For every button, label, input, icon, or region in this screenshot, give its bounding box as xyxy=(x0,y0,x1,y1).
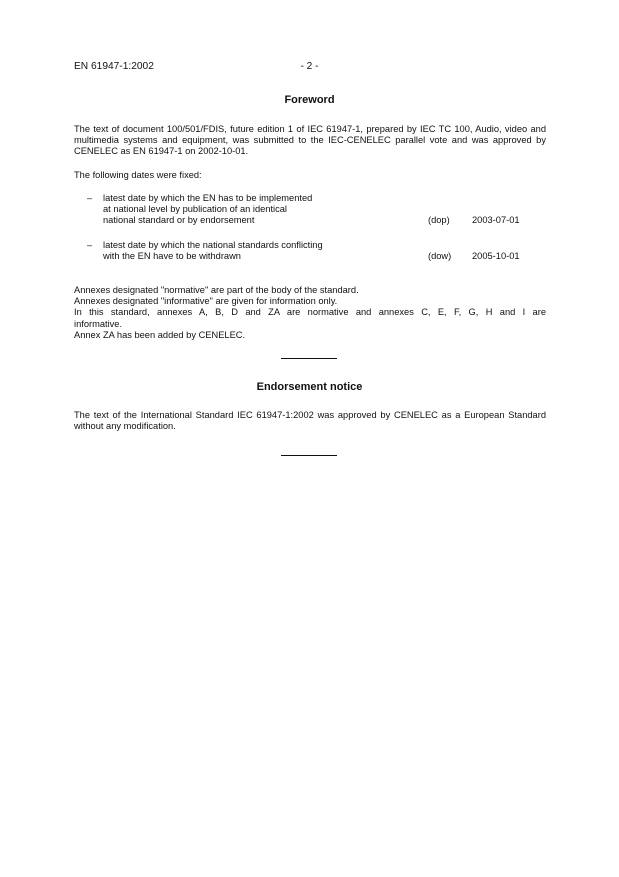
foreword-heading: Foreword xyxy=(284,94,335,106)
document-id: EN 61947-1:2002 xyxy=(74,61,154,72)
date-item-line: latest date by which the national standards conflicting xyxy=(103,240,323,250)
date-abbreviation: (dop) xyxy=(428,215,450,225)
dash-bullet: – xyxy=(87,240,93,250)
annex-notes xyxy=(74,285,546,341)
date-item-description xyxy=(103,193,423,227)
date-item-description xyxy=(103,240,423,262)
annex-line: In this standard, annexes A, B, D and ZA are normative and annexes C, E, F, G, H and I are xyxy=(74,307,546,318)
annex-line: Annexes designated "informative" are given for information only. xyxy=(74,296,338,307)
endorsement-heading: Endorsement notice xyxy=(256,381,363,393)
section-divider xyxy=(281,358,337,359)
section-divider xyxy=(281,455,337,456)
endorsement-paragraph: The text of the International Standard IEC 61947-1:2002 was approved by CENELEC as a European Standard without any modification. xyxy=(74,410,546,432)
annex-line: informative. xyxy=(74,318,123,329)
date-item-line: with the EN have to be withdrawn xyxy=(103,251,241,262)
date-item-line: latest date by which the EN has to be implemented xyxy=(103,193,313,203)
date-abbreviation: (dow) xyxy=(428,251,452,261)
date-item-dow xyxy=(74,240,554,263)
annex-line: Annex ZA has been added by CENELEC. xyxy=(74,329,246,340)
annex-line: Annexes designated "normative" are part of the body of the standard. xyxy=(74,285,359,295)
date-item-dop xyxy=(74,193,554,227)
page-number: - 2 - xyxy=(300,61,319,72)
date-value: 2003-07-01 xyxy=(472,215,520,225)
date-value: 2005-10-01 xyxy=(472,251,520,261)
foreword-intro-paragraph: The text of document 100/501/FDIS, future edition 1 of IEC 61947-1, prepared by IEC TC 100, Audio, video and multimedia systems and equipment, was submitted to the IEC-CENELEC parallel vote and was approved by CENELEC as EN 61947-1 on 2002-10-01. xyxy=(74,124,546,157)
dash-bullet: – xyxy=(87,193,93,203)
date-item-line: at national level by publication of an identical xyxy=(103,204,287,215)
dates-intro: The following dates were fixed: xyxy=(74,170,202,180)
date-item-line: national standard or by endorsement xyxy=(103,215,255,226)
